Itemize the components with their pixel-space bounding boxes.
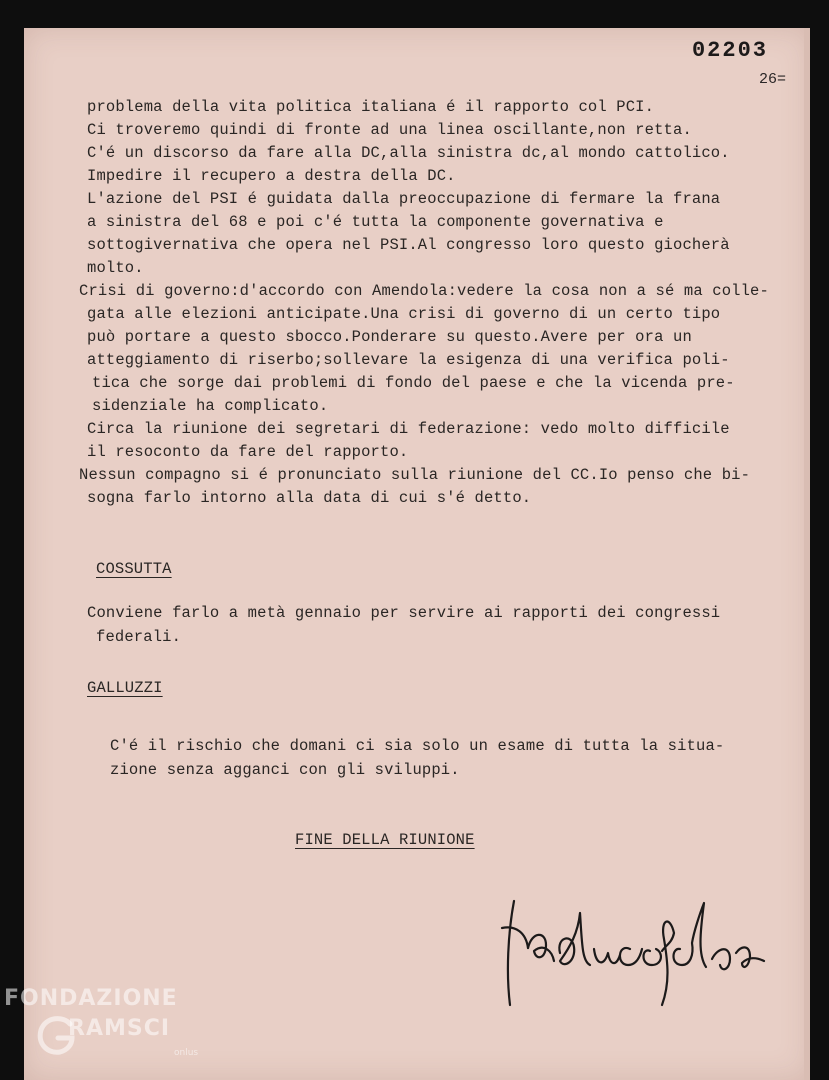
text-line: Nessun compagno si é pronunciato sulla riunione del CC.Io penso che bi- bbox=[79, 466, 751, 484]
paper-edge bbox=[804, 28, 810, 1080]
text-line: sidenziale ha complicato. bbox=[92, 397, 329, 415]
watermark-line2: RAMSCI bbox=[68, 1016, 171, 1041]
text-line: atteggiamento di riserbo;sollevare la esigenza di una verifica poli- bbox=[87, 351, 730, 369]
signature-icon bbox=[494, 873, 794, 1013]
text-line: C'é il rischio che domani ci sia solo un esame di tutta la situa- bbox=[110, 737, 725, 755]
speaker-cossutta: COSSUTTA bbox=[96, 560, 172, 578]
text-line: gata alle elezioni anticipate.Una crisi di governo di un certo tipo bbox=[87, 305, 721, 323]
text-line: molto. bbox=[87, 259, 144, 277]
text-line: federali. bbox=[96, 628, 182, 646]
document-page bbox=[24, 28, 810, 1080]
watermark-line1: FONDAZIONE bbox=[4, 986, 178, 1011]
closing-text: FINE DELLA RIUNIONE bbox=[295, 831, 475, 849]
text-line: a sinistra del 68 e poi c'é tutta la componente governativa e bbox=[87, 213, 664, 231]
text-line: può portare a questo sbocco.Ponderare su questo.Avere per ora un bbox=[87, 328, 692, 346]
page-number: 26= bbox=[758, 71, 786, 88]
text-line: il resoconto da fare del rapporto. bbox=[87, 443, 409, 461]
text-line: L'azione del PSI é guidata dalla preoccupazione di fermare la frana bbox=[87, 190, 721, 208]
text-line: problema della vita politica italiana é il rapporto col PCI. bbox=[87, 98, 655, 116]
text-line: Ci troveremo quindi di fronte ad una linea oscillante,non retta. bbox=[87, 121, 692, 139]
text-line: zione senza agganci con gli sviluppi. bbox=[110, 761, 460, 779]
text-line: Impedire il recupero a destra della DC. bbox=[87, 167, 456, 185]
text-line: Circa la riunione dei segretari di federazione: vedo molto difficile bbox=[87, 420, 730, 438]
text-line: sogna farlo intorno alla data di cui s'é detto. bbox=[87, 489, 532, 507]
text-line: sottogivernativa che opera nel PSI.Al congresso loro questo giocherà bbox=[87, 236, 730, 254]
watermark-suffix: onlus bbox=[174, 1048, 199, 1058]
speaker-galluzzi: GALLUZZI bbox=[87, 679, 163, 697]
text-line: C'é un discorso da fare alla DC,alla sinistra dc,al mondo cattolico. bbox=[87, 144, 730, 162]
text-line: Crisi di governo:d'accordo con Amendola:vedere la cosa non a sé ma colle- bbox=[79, 282, 769, 300]
document-number: 02203 bbox=[691, 38, 768, 63]
text-line: tica che sorge dai problemi di fondo del paese e che la vicenda pre- bbox=[92, 374, 735, 392]
text-line: Conviene farlo a metà gennaio per servire ai rapporti dei congressi bbox=[87, 604, 721, 622]
